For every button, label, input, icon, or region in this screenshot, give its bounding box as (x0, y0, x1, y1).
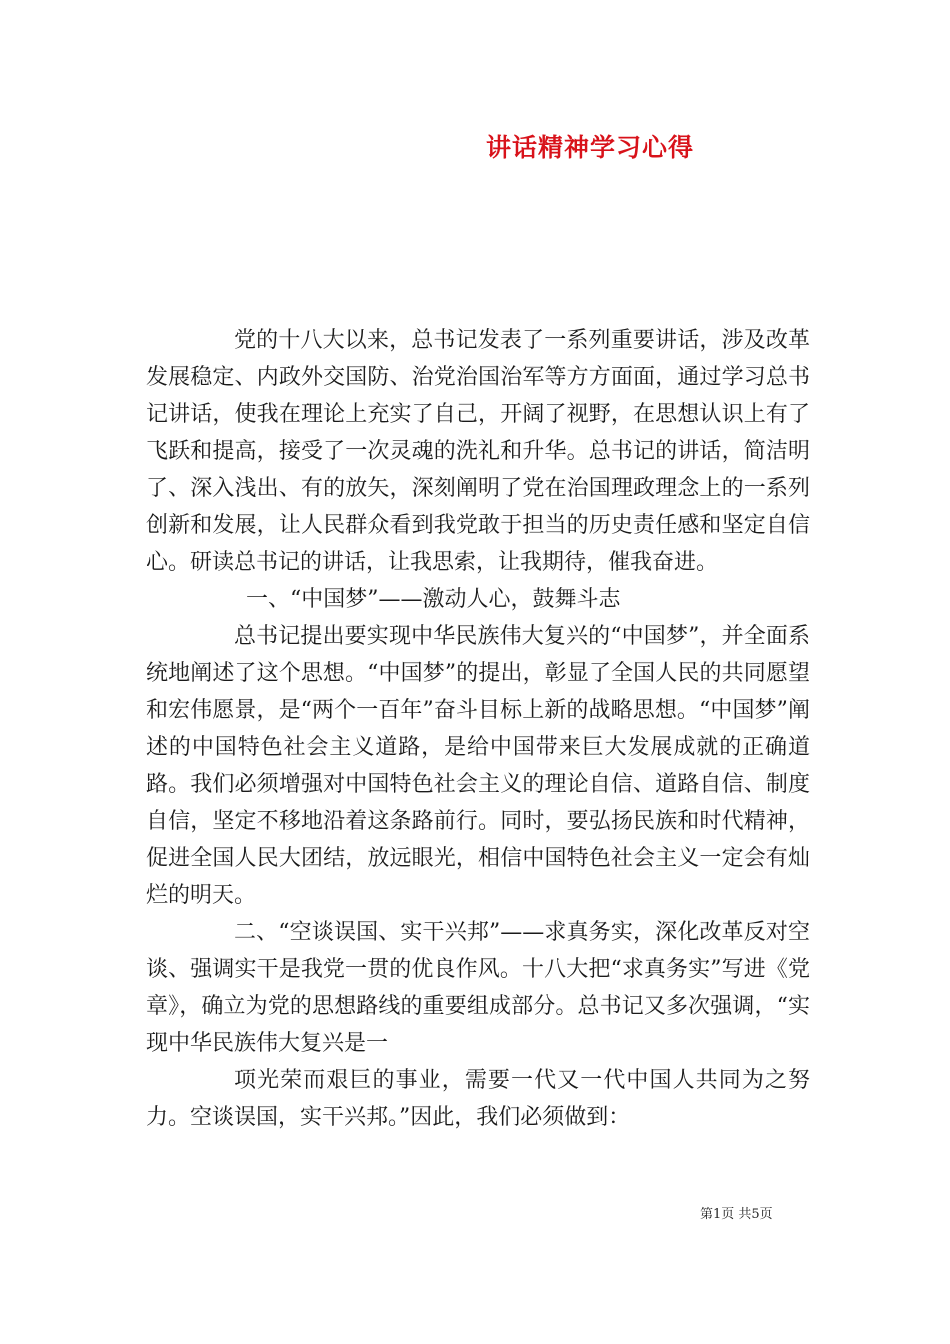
page-number: 第1页 共5页 (700, 1207, 773, 1222)
paragraph-chinese-dream: 总书记提出要实现中华民族伟大复兴的“中国梦”，并全面系统地阐述了这个思想。“中国梦”的提出，彰显了全国人民的共同愿望和宏伟愿景，是“两个一百年”奋斗目标上新的战略思想。“中国梦”阐述的中国特色社会主义道路，是给中国带来巨大发展成就的正确道路。我们必须增强对中国特色社会主义的理论自信、道路自信、制度自信，坚定不移地沿着这条路前行。同时，要弘扬民族和时代精神，促进全国人民大团结，放远眼光，相信中国特色社会主义一定会有灿烂的明天。 (146, 624, 810, 908)
paragraph-intro: 党的十八大以来，总书记发表了一系列重要讲话，涉及改革发展稳定、内政外交国防、治党治国治军等方方面面，通过学习总书记讲话，使我在理论上充实了自己，开阔了视野，在思想认识上有了飞跃和提高，接受了一次灵魂的洗礼和升华。总书记的讲话，简洁明了、深入浅出、有的放矢，深刻阐明了党在治国理政理念上的一系列创新和发展，让人民群众看到我党敢于担当的历史责任感和坚定自信心。研读总书记的讲话，让我思索，让我期待，催我奋进。 (146, 328, 810, 575)
document-body (146, 322, 810, 1136)
section-heading-1: 一、“中国梦”——激动人心，鼓舞斗志 (246, 587, 621, 612)
paragraph-section-2: 二、“空谈误国、实干兴邦”——求真务实，深化改革反对空谈、强调实干是我党一贯的优良作风。十八大把“求真务实”写进《党章》，确立为党的思想路线的重要组成部分。总书记又多次强调，“实现中华民族伟大复兴是一 (146, 920, 810, 1056)
document-title: 讲话精神学习心得 (485, 133, 694, 162)
paragraph-continuation: 项光荣而艰巨的事业，需要一代又一代中国人共同为之努力。空谈误国，实干兴邦。”因此，我们必须做到： (146, 1068, 810, 1130)
